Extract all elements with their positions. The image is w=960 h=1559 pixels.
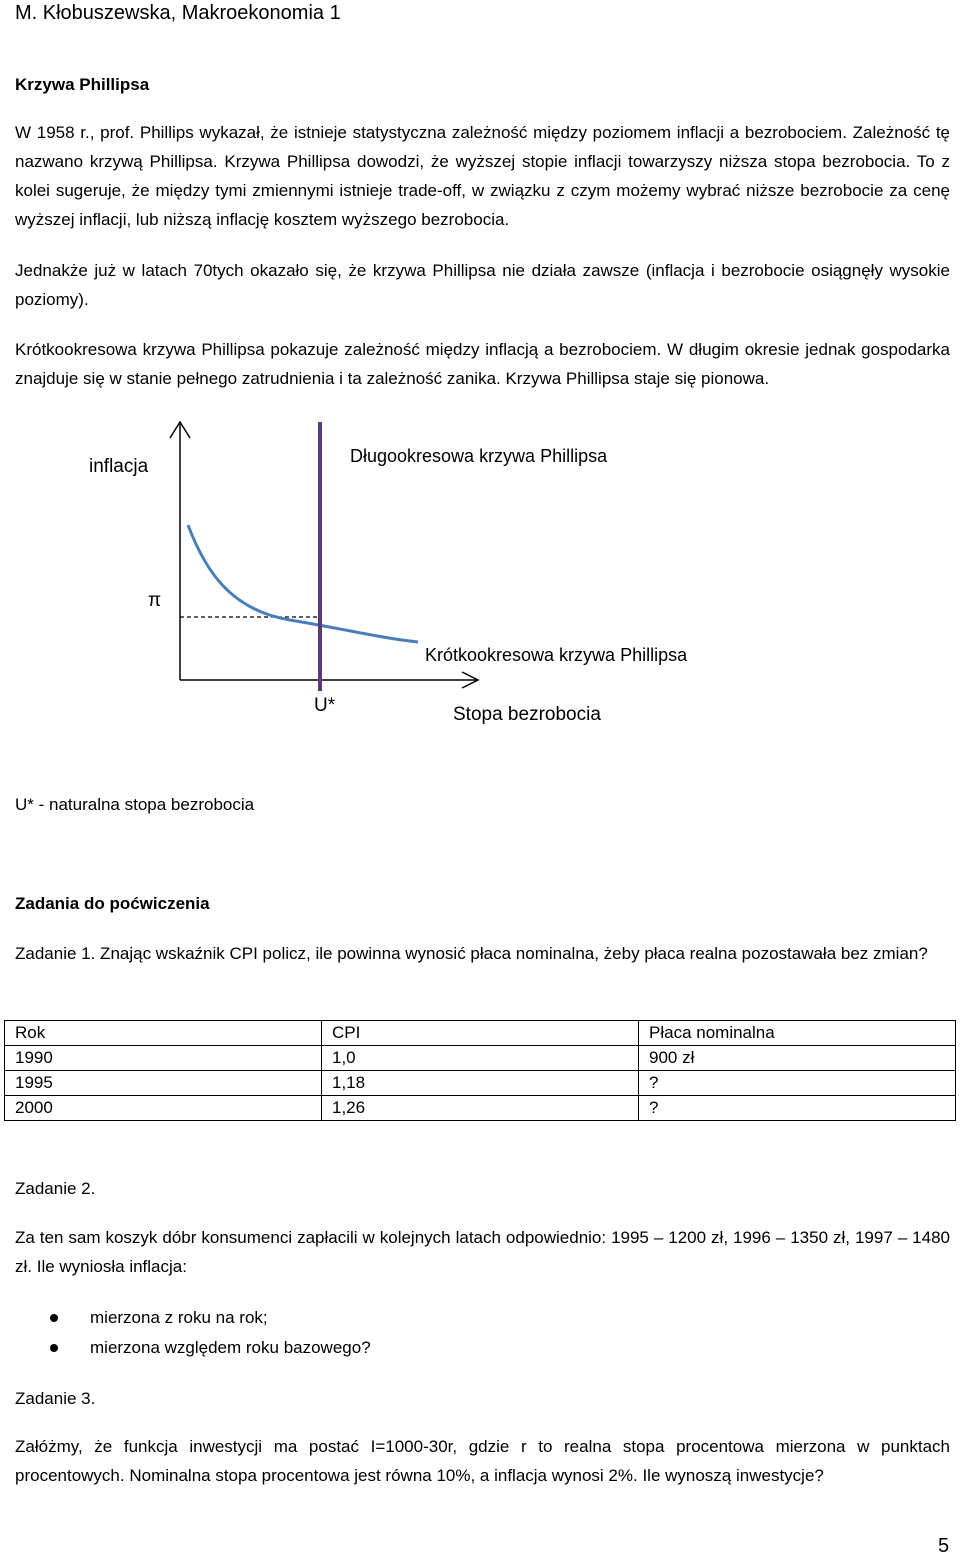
table-header-cell: Płaca nominalna bbox=[639, 1021, 956, 1046]
table-header-cell: Rok bbox=[5, 1021, 322, 1046]
table-cell: 1,0 bbox=[322, 1046, 639, 1071]
long-run-label: Długookresowa krzywa Phillipsa bbox=[350, 446, 608, 466]
task2-text: Za ten sam koszyk dóbr konsumenci zapłacili w kolejnych latach odpowiednio: 1995 – 1200 zł, 1996 – 1350 zł, 1997 – 1480 zł. Ile wyniosła inflacja: bbox=[15, 1228, 950, 1276]
document-header: M. Kłobuszewska, Makroekonomia 1 bbox=[15, 2, 341, 24]
list-item bbox=[50, 1333, 371, 1363]
table-cell: 1,18 bbox=[322, 1071, 639, 1096]
cpi-table bbox=[4, 1020, 956, 1121]
exercises-title: Zadania do poćwiczenia bbox=[15, 894, 210, 913]
caption-natural-rate: U* - naturalna stopa bezrobocia bbox=[15, 795, 255, 814]
bullet-icon bbox=[50, 1344, 58, 1352]
x-axis-label: Stopa bezrobocia bbox=[453, 704, 601, 725]
list-item-text: mierzona względem roku bazowego? bbox=[90, 1338, 371, 1357]
page-number: 5 bbox=[938, 1535, 950, 1557]
task2-bullet-list bbox=[50, 1303, 371, 1363]
short-run-label: Krótkookresowa krzywa Phillipsa bbox=[425, 645, 688, 665]
table-cell: ? bbox=[639, 1071, 956, 1096]
phillips-curve-figure bbox=[0, 410, 960, 740]
table-cell: 1990 bbox=[5, 1046, 322, 1071]
table-cell: 1,26 bbox=[322, 1096, 639, 1121]
task2-title: Zadanie 2. bbox=[15, 1179, 96, 1198]
task3-title: Zadanie 3. bbox=[15, 1389, 96, 1408]
bullet-icon bbox=[50, 1314, 58, 1322]
pi-label: π bbox=[148, 590, 162, 611]
table-cell: 900 zł bbox=[639, 1046, 956, 1071]
task3-text: Załóżmy, że funkcja inwestycji ma postać I=1000-30r, gdzie r to realna stopa procentowa mierzona w punktach procentowych. Nominalna stopa procentowa jest równa 10%, a inflacja wynosi 2%. Ile wynoszą inwestycje? bbox=[15, 1437, 950, 1485]
task1-text: Zadanie 1. Znając wskaźnik CPI policz, ile powinna wynosić płaca nominalna, żeby płaca realna pozostawała bez zmian? bbox=[15, 944, 928, 963]
table-cell: 1995 bbox=[5, 1071, 322, 1096]
paragraph-short-long-run: Krótkookresowa krzywa Phillipsa pokazuje zależność między inflacją a bezrobociem. W długim okresie jednak gospodarka znajduje się w stanie pełnego zatrudnienia i ta zależność zanika. Krzywa Phillipsa staje się pionowa. bbox=[15, 340, 950, 388]
paragraph-seventies: Jednakże już w latach 70tych okazało się, że krzywa Phillipsa nie działa zawsze (inflacja i bezrobocie osiągnęły wysokie poziomy). bbox=[15, 261, 950, 309]
table-cell: 2000 bbox=[5, 1096, 322, 1121]
table-header-cell: CPI bbox=[322, 1021, 639, 1046]
table-row bbox=[5, 1096, 956, 1121]
paragraph-phillips-intro: W 1958 r., prof. Phillips wykazał, że istnieje statystyczna zależność między poziomem inflacji a bezrobociem. Zależność tę nazwano krzywą Phillipsa. Krzywa Phillipsa dowodzi, że wyższej stopie inflacji towarzyszy niższa stopa bezrobocia. To z kolei sugeruje, że między tymi zmiennymi istnieje trade-off, w związku z czym możemy wybrać niższe bezrobocie za cenę wyższej inflacji, lub niższą inflację kosztem wyższego bezrobocia. bbox=[15, 123, 950, 229]
u-star-label: U* bbox=[314, 695, 336, 716]
table-header-row bbox=[5, 1021, 956, 1046]
short-run-phillips-curve bbox=[188, 525, 418, 642]
y-axis-label: inflacja bbox=[89, 456, 149, 477]
table-row bbox=[5, 1046, 956, 1071]
section-title: Krzywa Phillipsa bbox=[15, 75, 150, 94]
table-cell: ? bbox=[639, 1096, 956, 1121]
list-item-text: mierzona z roku na rok; bbox=[90, 1308, 268, 1327]
table-row bbox=[5, 1071, 956, 1096]
list-item bbox=[50, 1303, 371, 1333]
